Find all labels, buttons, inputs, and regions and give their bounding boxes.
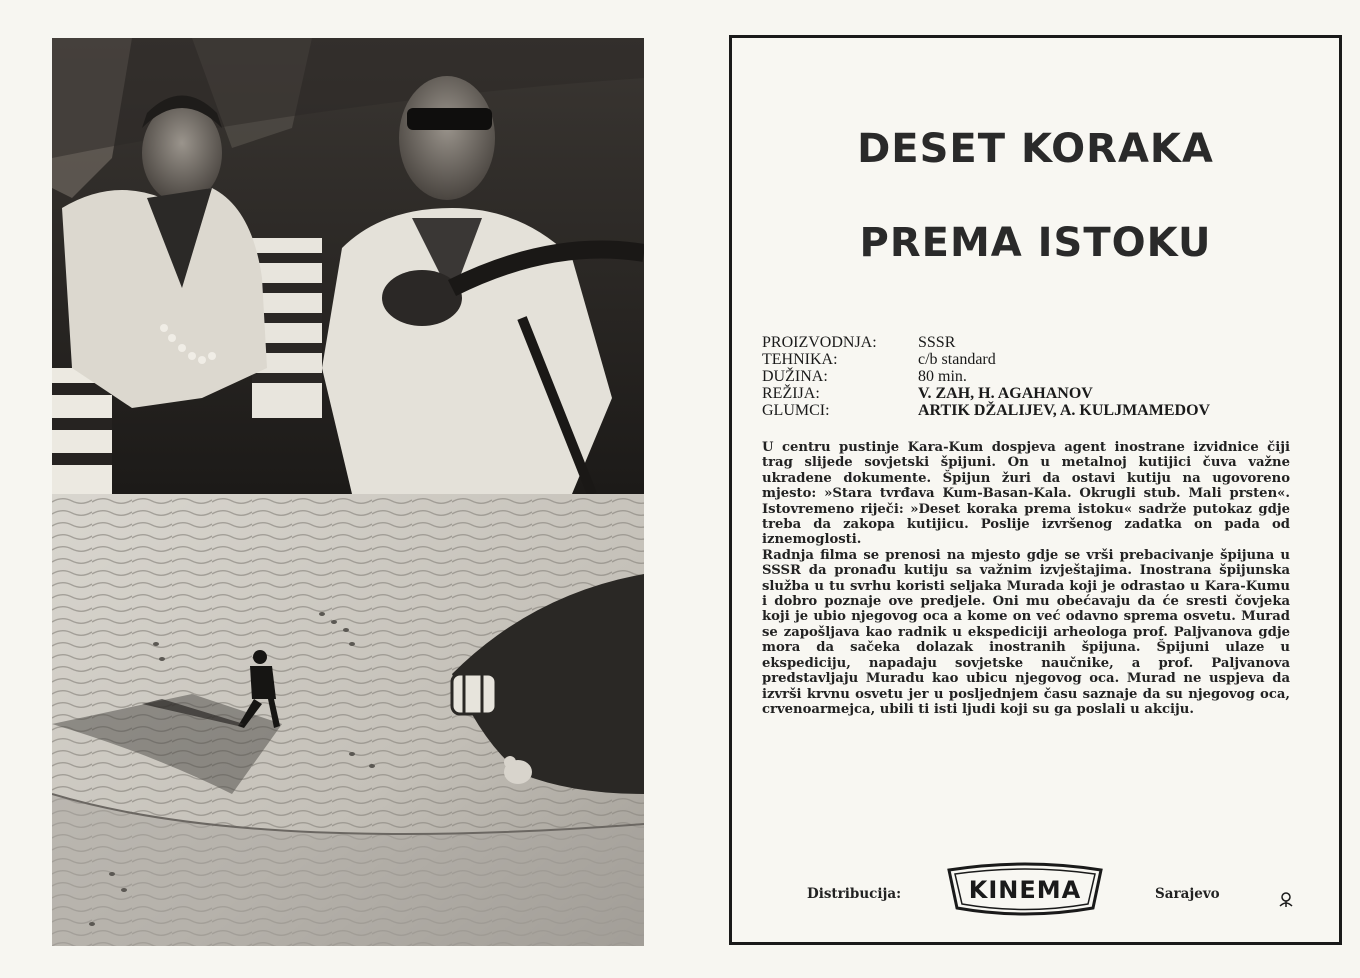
credit-label: TEHNIKA:: [762, 351, 838, 368]
synopsis-paragraph-2: Radnja filma se prenosi na mjesto gdje se vrši prebacivanje špijuna u SSSR da pronađu kutiju sa važnim izvještajima. Inostrana špijunska služba u tu svrhu koristi seljaka Murada koji je odrastao u Kara-Kumu i dobro poznaje ove predjele. Oni mu obećavaju da će sresti čovjeka koji je ubio njegovog oca a kome on već odavno sprema osvetu. Murad se zapošljava kao radnik u ekspediciji arheologa prof. Paljvanova gdje mora da sačeka dolazak inostranih špijuna. Špijuni ulaze u ekspediciju, napadaju sovjetske naučnike, a prof. Paljvanova predstavljaju Muradu kao ubicu njegovog oca. Murad ne uspjeva da izvrši krvnu osvetu jer u posljednjem času saznaje da su njegovog oca, crvenoarmejca, ubili ti isti ljudi koji su ga poslali u akciju.: [762, 547, 1290, 717]
credit-row-director: [762, 385, 1210, 402]
credit-row-production: [762, 334, 1210, 351]
city-label: Sarajevo: [1155, 886, 1220, 902]
credit-label: GLUMCI:: [762, 402, 830, 419]
credit-label: DUŽINA:: [762, 368, 828, 385]
credit-value: V. ZAH, H. AGAHANOV: [918, 385, 1093, 402]
synopsis: [762, 440, 1290, 717]
distribution-label: Distribucija:: [807, 886, 902, 902]
credit-label: REŽIJA:: [762, 385, 820, 402]
printer-mark-icon: [1277, 890, 1295, 908]
synopsis-paragraph-1: U centru pustinje Kara-Kum dospjeva agent inostrane izvidnice čiji trag slijede sovjetski špijuni. On u metalnoj kutijici čuva važne ukradene dokumente. Špijun žuri da ostavi kutiju na ugovoreno mjesto: »Stara tvrđava Kum-Basan-Kala. Okrugli stub. Mali prsten«. Istovremeno riječi: »Deset koraka prema istoku« sadrže putokaz gdje treba da zakopa kutijicu. Poslije izvršenog zadatka on pada od iznemoglosti.: [762, 440, 1290, 548]
film-info-panel: [729, 35, 1342, 945]
kinema-logo: [945, 860, 1105, 918]
credit-value: c/b standard: [918, 351, 996, 368]
film-title-line-2: PREMA ISTOKU: [859, 220, 1212, 266]
film-still-desert: [52, 494, 644, 946]
film-still-car: [52, 38, 644, 494]
credit-value: 80 min.: [918, 368, 967, 385]
credit-value: SSSR: [918, 334, 956, 351]
film-title-line-1: DESET KORAKA: [857, 126, 1214, 172]
credits-block: [762, 334, 1210, 419]
credit-value: ARTIK DŽALIJEV, A. KULJMAMEDOV: [918, 402, 1211, 419]
credit-label: PROIZVODNJA:: [762, 334, 877, 351]
kinema-logo-text: KINEMA: [968, 876, 1082, 904]
credit-row-length: [762, 368, 1210, 385]
credit-row-cast: [762, 402, 1210, 419]
credit-row-technique: [762, 351, 1210, 368]
